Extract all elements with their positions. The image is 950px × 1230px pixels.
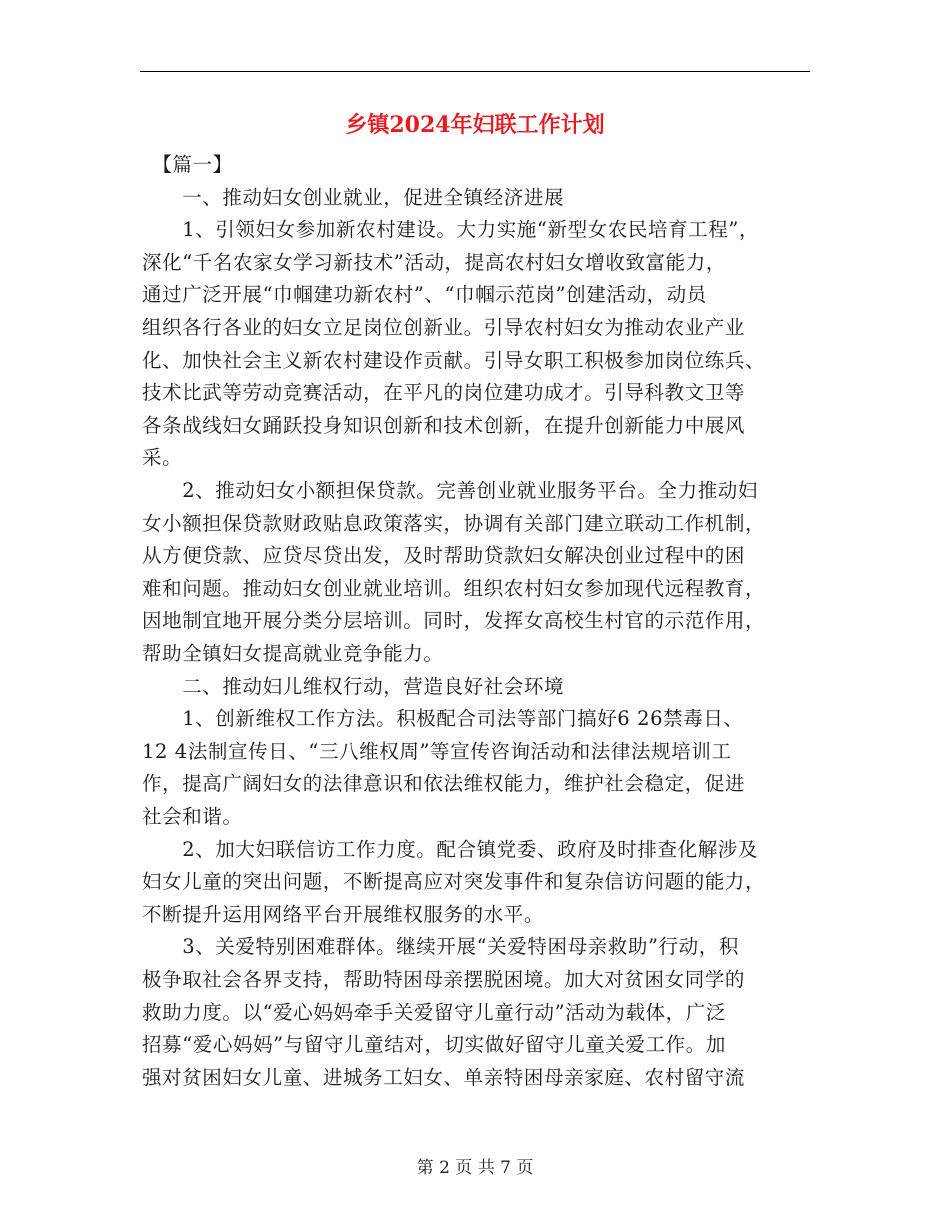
body-line: 1、创新维权工作方法。积极配合司法等部门搞好6 26禁毒日、 xyxy=(142,707,744,731)
body-line: 招募“爱心妈妈”与留守儿童结对，切实做好留守儿童关爱工作。加 xyxy=(142,1033,726,1057)
body-line: 极争取社会各界支持，帮助特困母亲摆脱困境。加大对贫困女同学的 xyxy=(142,968,746,991)
page-footer: 第 2 页 共 7 页 xyxy=(416,1158,534,1178)
body-line: 深化“千名农家女学习新技术”活动，提高农村妇女增收致富能力， xyxy=(142,250,726,274)
body-line: 难和问题。推动妇女创业就业培训。组织农村妇女参加现代远程教育， xyxy=(142,576,766,600)
body-line: 因地制宜地开展分类分层培训。同时，发挥女高校生村官的示范作用， xyxy=(142,609,766,633)
body-line: 技术比武等劳动竞赛活动，在平凡的岗位建功成才。引导科教文卫等 xyxy=(142,381,746,405)
body-line: 2、推动妇女小额担保贷款。完善创业就业服务平台。全力推动妇 xyxy=(142,479,759,502)
body-line: 二、推动妇儿维权行动，营造良好社会环境 xyxy=(142,674,565,698)
body-line: 12 4法制宣传日、“三八维权周”等宣传咨询活动和法律法规培训工 xyxy=(142,739,732,763)
body-line: 化、加快社会主义新农村建设作贡献。引导女职工积极参加岗位练兵、 xyxy=(142,348,766,372)
body-line: 一、推动妇女创业就业，促进全镇经济进展 xyxy=(142,185,565,209)
body-line: 社会和谐。 xyxy=(142,805,243,828)
body-line: 3、关爱特别困难群体。继续开展“关爱特困母亲救助”行动，积 xyxy=(142,935,739,959)
body-line: 1、引领妇女参加新农村建设。大力实施“新型女农民培育工程”， xyxy=(142,218,760,242)
body-line: 通过广泛开展“巾帼建功新农村”、“巾帼示范岗”创建活动，动员 xyxy=(142,283,707,307)
body-line: 强对贫困妇女儿童、进城务工妇女、单亲特困母亲家庭、农村留守流 xyxy=(142,1065,746,1089)
body-line: 采。 xyxy=(142,446,183,470)
body-line: 不断提升运用网络平台开展维权服务的水平。 xyxy=(142,902,545,926)
body-line: 妇女儿童的突出问题，不断提高应对突发事件和复杂信访问题的能力， xyxy=(142,870,766,894)
body-line: 女小额担保贷款财政贴息政策落实，协调有关部门建立联动工作机制， xyxy=(142,511,766,535)
body-line: 【篇一】 xyxy=(142,153,233,176)
body-line: 帮助全镇妇女提高就业竞争能力。 xyxy=(142,642,444,665)
body-line: 作，提高广阔妇女的法律意识和依法维权能力，维护社会稳定，促进 xyxy=(142,772,746,796)
header-rule xyxy=(140,71,810,72)
document-title: 乡镇2024年妇联工作计划 xyxy=(345,112,605,138)
body-line: 组织各行各业的妇女立足岗位创新业。引导农村妇女为推动农业产业 xyxy=(142,316,746,339)
body-line: 救助力度。以“爱心妈妈牵手关爱留守儿童行动”活动为载体，广泛 xyxy=(142,1000,726,1024)
body-line: 2、加大妇联信访工作力度。配合镇党委、政府及时排查化解涉及 xyxy=(142,837,759,861)
body-line: 各条战线妇女踊跃投身知识创新和技术创新，在提升创新能力中展风 xyxy=(142,413,746,437)
body-line: 从方便贷款、应贷尽贷出发，及时帮助贷款妇女解决创业过程中的困 xyxy=(142,544,746,568)
